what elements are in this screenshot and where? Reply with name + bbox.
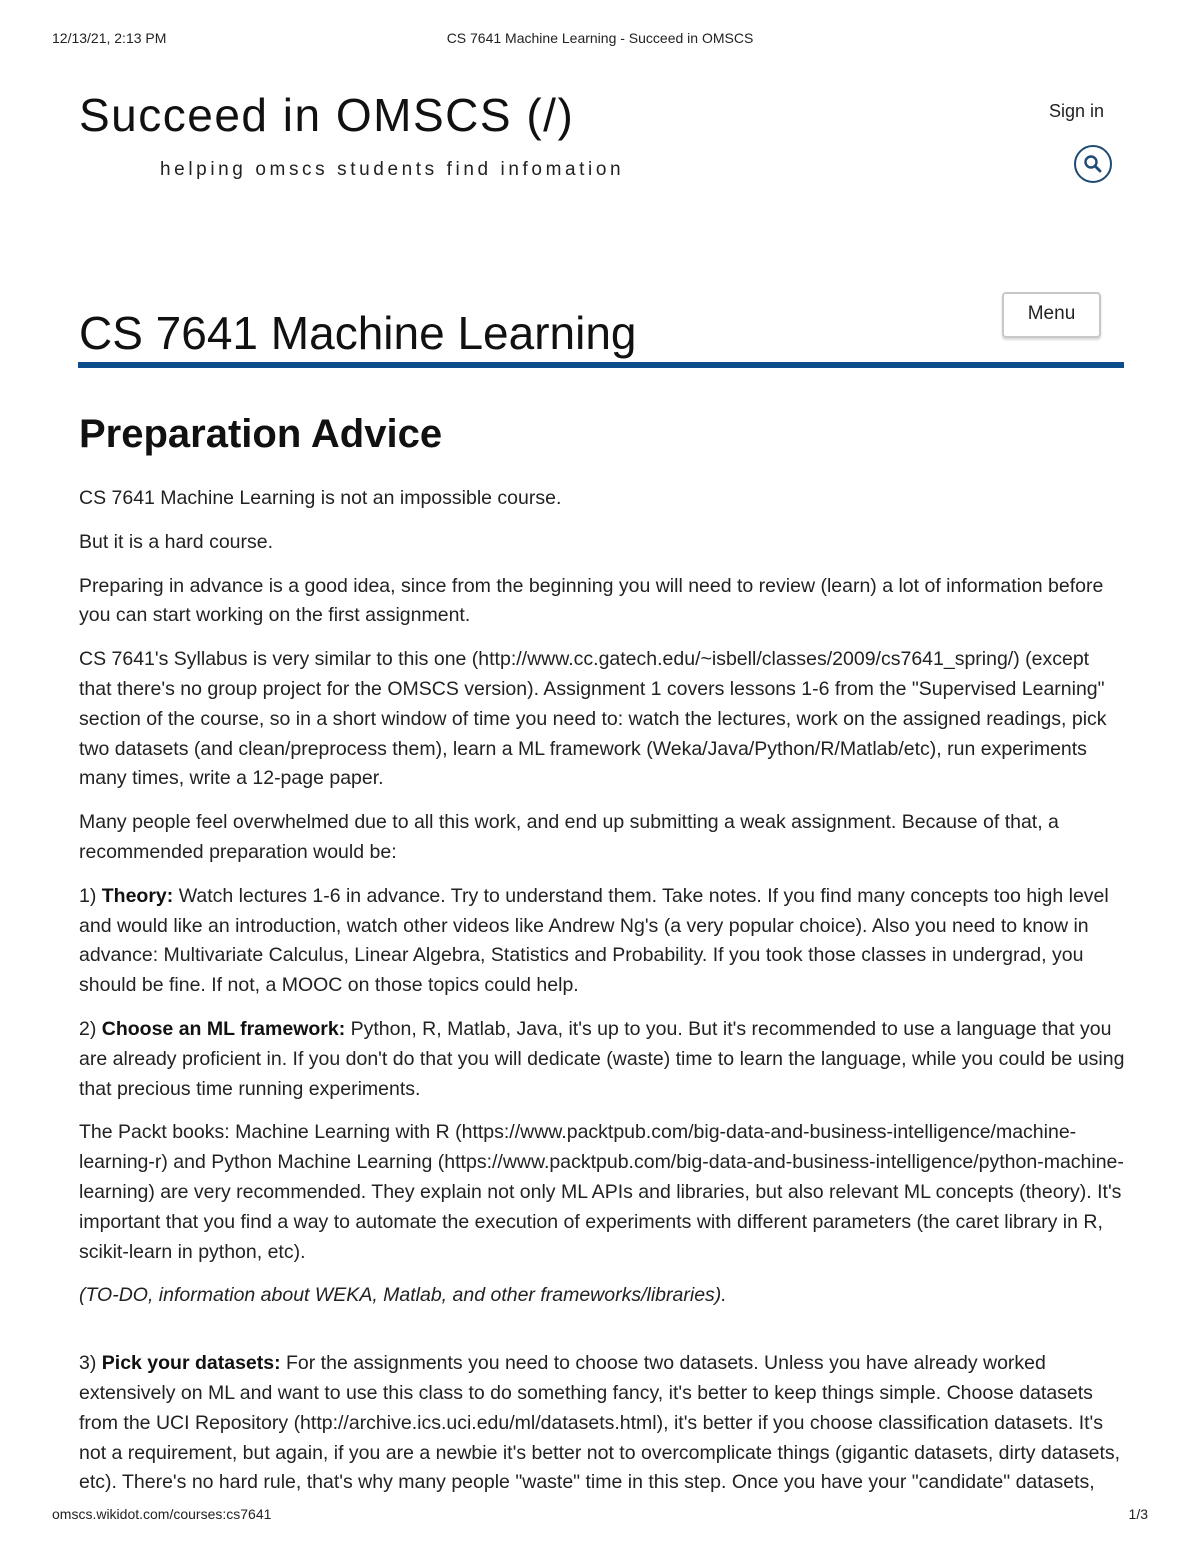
paragraph-todo: (TO-DO, information about WEKA, Matlab, and other frameworks/libraries). (79, 1284, 727, 1307)
step-theory (79, 882, 1125, 1001)
paragraph-hard-course: But it is a hard course. (79, 530, 274, 553)
step-number: 3) (79, 1352, 97, 1375)
site-title-link[interactable]: Succeed in OMSCS (/) (79, 89, 575, 141)
step-text: Python, R, Matlab, Java, it's up to you. But it's recommended to use a language that you are already proficient in. If you don't do that you will dedicate (waste) time to learn the language, while you could be using that precious time running experiments. (79, 1017, 1125, 1100)
print-document-title: CS 7641 Machine Learning - Succeed in OMSCS (446, 30, 754, 46)
paragraph-prepare: Preparing in advance is a good idea, since from the beginning you will need to review (learn) a lot of information before you can start working on the first assignment. (79, 574, 1104, 627)
step-text: For the assignments you need to choose two datasets. Unless you have already worked extensively on ML and want to use this class to do something fancy, it's better to keep things simple. Choose datasets from the UCI Repository (http://archive.ics.uci.edu/ml/datasets.html), it's better if you choose classification datasets. It's not a requirement, but again, if you are a newbie it's better not to overcomplicate things (gigantic datasets, dirty datasets, etc). There's no hard rule, that's why many people "waste" time in this step. Once you have your "candidate" datasets, (79, 1352, 1121, 1494)
print-footer (52, 1506, 1148, 1526)
article-content (79, 408, 1125, 1496)
search-button[interactable] (1074, 145, 1112, 183)
paragraph-syllabus: CS 7641's Syllabus is very similar to this one (http://www.cc.gatech.edu/~isbell/classes/2009/cs7641_spring/) (except that there's no group project for the OMSCS version). Assignment 1 covers lessons 1-6 from the "Supervised Learning" section of the course, so in a short window of time you need to: watch the lectures, work on the assigned readings, pick two datasets (and clean/preprocess them), learn a ML framework (Weka/Java/Python/R/Matlab/etc), run experiments many times, write a 12-page paper. (79, 648, 1107, 790)
title-divider (78, 362, 1124, 368)
site-tagline: helping omscs students find infomation (160, 159, 625, 180)
step-label: Choose an ML framework: (101, 1017, 346, 1040)
paragraph-packt-books: The Packt books: Machine Learning with R (https://www.packtpub.com/big-data-and-business-intelligence/machine-learning-r) and Python Machine Learning (https://www.packtpub.com/big-data-and-business-intelligence/python-machine-learning) are very recommended. They explain not only ML APIs and libraries, but also relevant ML concepts (theory). It's important that you find a way to automate the execution of experiments with different parameters (the caret library in R, scikit-learn in python, etc). (79, 1121, 1124, 1263)
paragraph-intro: CS 7641 Machine Learning is not an impossible course. (79, 487, 562, 509)
step-label: Pick your datasets: (101, 1352, 281, 1375)
print-page-number: 1/3 (1128, 1506, 1148, 1522)
paragraph-overwhelmed: Many people feel overwhelmed due to all this work, and end up submitting a weak assignment. Because of that, a recommended preparation would be: (79, 811, 1059, 863)
sign-in-link[interactable]: Sign in (1048, 101, 1104, 121)
search-icon (1083, 154, 1103, 174)
step-number: 2) (79, 1017, 97, 1040)
menu-button[interactable]: Menu (1002, 292, 1101, 338)
section-heading: Preparation Advice (79, 412, 443, 456)
step-number: 1) (79, 884, 97, 907)
step-framework (79, 1015, 1125, 1104)
step-text: Watch lectures 1-6 in advance. Try to understand them. Take notes. If you find many concepts too high level and would like an introduction, watch other videos like Andrew Ng's (a very popular choice). Also you need to know in advance: Multivariate Calculus, Linear Algebra, Statistics and Probability. If you took those classes in undergrad, you should be fine. If not, a MOOC on those topics could help. (79, 884, 1109, 997)
print-header (52, 30, 1148, 50)
step-datasets (79, 1349, 1125, 1496)
page-title: CS 7641 Machine Learning (79, 307, 637, 359)
step-label: Theory: (101, 884, 174, 907)
print-date: 12/13/21, 2:13 PM (52, 30, 167, 46)
print-url: omscs.wikidot.com/courses:cs7641 (52, 1506, 272, 1522)
